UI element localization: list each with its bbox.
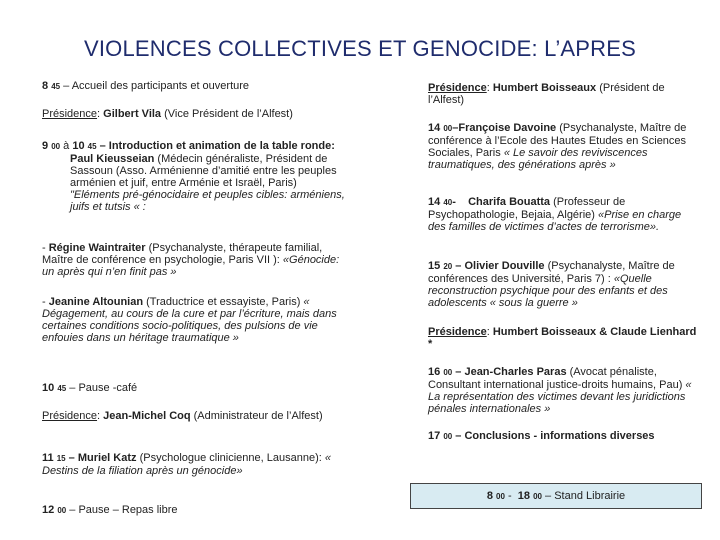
speaker-name: Jean-Charles Paras [464, 366, 567, 378]
time: 9 [42, 140, 49, 152]
talk-title: « La représentation des victimes devant les juridictions pénales internationales » [428, 379, 692, 415]
time-minutes: 45 [51, 82, 61, 91]
schedule-item-coffee [42, 382, 348, 395]
talk-title: « Destins de la filiation après un génocide» [42, 452, 331, 477]
speaker-douville [428, 260, 698, 309]
chair-label: Présidence [42, 410, 98, 422]
time-minutes: 00 [496, 492, 505, 501]
time-minutes: 00 [443, 368, 453, 377]
speaker-waintraiter [42, 242, 348, 278]
speaker-role: (Psychanalyste, Maître de conférence à l’Ecole des Hautes Etudes en Sciences Sociales, Paris [428, 122, 687, 159]
item-text: – Pause – Repas libre [66, 504, 178, 516]
talk-title: « Dégagement, au cours de la cure et par l’écriture, mais dans certaines conditions socio-politiques, des pulsions de vie enfouies dans un héritage traumatique » [42, 296, 337, 344]
chair-role: (Vice Président de l’Alfest) [161, 108, 293, 120]
dash: – [65, 452, 78, 464]
chair-name: Gilbert Vila [103, 108, 162, 120]
time: 16 [428, 366, 441, 378]
talk-title: «Quelle reconstruction psychique pour des enfants et des adolescents « sous la guerre » [428, 273, 668, 309]
time-minutes: 20 [443, 262, 453, 271]
speaker-role: (Traductrice et essayiste, Paris) [143, 296, 304, 308]
chair-name: Humbert Boisseaux [492, 82, 597, 94]
speaker-role: (Psychanalyste, Maître de conférences des Université, Paris 7) : [428, 260, 675, 285]
schedule-item-lunch [42, 504, 348, 517]
item-heading: – Introduction et animation de la table ronde: [96, 140, 335, 152]
intro-details [42, 153, 348, 213]
time-minutes: 45 [87, 142, 97, 151]
talk-title: "Eléments pré-génocidaire et peuples cibles: arméniens, juifs et tutsis « : [70, 189, 345, 213]
connector: à [60, 140, 73, 152]
speaker-paras [428, 366, 698, 415]
time: 14 [428, 196, 441, 208]
speaker-name: Régine Waintraiter [48, 242, 146, 254]
speaker-role: (Médecin généraliste, Président de Sassoun (Asso. Arménienne d’amitié entre les peuples arménien et juif, entre Arménie et Israël, Paris) [70, 153, 337, 189]
speaker-name: Paul Kieusseian [70, 153, 155, 165]
dash: - [42, 242, 49, 254]
time: 10 [72, 140, 85, 152]
time: 11 [42, 452, 54, 464]
schedule-item-conclusions [428, 430, 698, 443]
time: 8 [42, 80, 49, 92]
speaker-name: Muriel Katz [77, 452, 137, 464]
time: 18 [517, 490, 531, 502]
schedule-item-intro [42, 140, 348, 152]
time: 8 [486, 490, 493, 502]
dash: – [452, 260, 465, 272]
time-minutes: 15 [56, 454, 66, 463]
bookstand-box [410, 483, 702, 509]
chair-label: Présidence [42, 108, 98, 120]
item-text: – Conclusions - informations diverses [452, 430, 655, 442]
chair-block-1 [42, 108, 348, 120]
connector: - [504, 490, 518, 502]
chair-label: Présidence [428, 82, 487, 94]
speaker-role: (Avocat pénaliste, Consultant international justice-droits humains, Pau) [428, 366, 686, 391]
chair-label: Présidence [428, 326, 487, 338]
colon: : [97, 108, 104, 120]
speaker-name: Jeanine Altounian [48, 296, 144, 308]
chair-block-4 [428, 326, 698, 350]
chair-role: (Administrateur de l’Alfest) [190, 410, 323, 422]
chair-block-3 [428, 82, 698, 106]
colon: : [486, 326, 493, 338]
colon: : [97, 410, 104, 422]
speaker-name: Olivier Douville [464, 260, 545, 272]
time: 10 [42, 382, 55, 394]
item-text: – Pause -café [66, 382, 138, 394]
speaker-katz [42, 452, 348, 477]
time-minutes: 45 [57, 384, 67, 393]
time-minutes: 00 [443, 432, 453, 441]
speaker-bouatta [428, 196, 698, 233]
item-text: – Stand Librairie [541, 490, 626, 502]
time: 14 [428, 122, 441, 134]
dash: – [452, 366, 465, 378]
dash: – [452, 122, 459, 134]
item-text: – Accueil des participants et ouverture [60, 80, 250, 92]
time: 12 [42, 504, 55, 516]
dash: - [452, 196, 469, 208]
schedule-item-welcome [42, 80, 348, 93]
chair-name: Jean-Michel Coq [103, 410, 191, 422]
talk-title: « Le savoir des reviviscences traumatiques, des générations après » [428, 147, 648, 171]
chair-name: Humbert Boisseaux & Claude Lienhard * [428, 326, 697, 350]
page-title: VIOLENCES COLLECTIVES ET GENOCIDE: L’APRES [83, 36, 637, 61]
colon: : [486, 82, 493, 94]
time-minutes: 00 [51, 142, 61, 151]
speaker-role: (Professeur de Psychopathologie, Bejaia, Algérie) [428, 196, 626, 221]
time: 15 [428, 260, 441, 272]
speaker-name: Françoise Davoine [458, 122, 557, 134]
chair-role: (Président de l’Alfest) [428, 82, 665, 106]
speaker-role: (Psychanalyste, thérapeute familial, Maître de conférence en psychologie, Paris VII ): [42, 242, 323, 266]
speaker-altounian [42, 296, 348, 344]
talk-title: «Génocide: un après qui n’en finit pas » [42, 254, 340, 278]
speaker-role: (Psychologue clinicienne, Lausanne): [136, 452, 325, 464]
dash: - [42, 296, 49, 308]
time: 17 [428, 430, 441, 442]
chair-block-2 [42, 410, 348, 422]
time-minutes: 00 [443, 124, 453, 133]
time-minutes: 00 [533, 492, 542, 501]
speaker-davoine [428, 122, 698, 171]
time-minutes: 40 [443, 198, 453, 207]
speaker-name: Charifa Bouatta [468, 196, 551, 208]
talk-title: «Prise en charge des familles de victimes d’actes de terrorisme». [428, 209, 682, 233]
time-minutes: 00 [57, 506, 67, 515]
